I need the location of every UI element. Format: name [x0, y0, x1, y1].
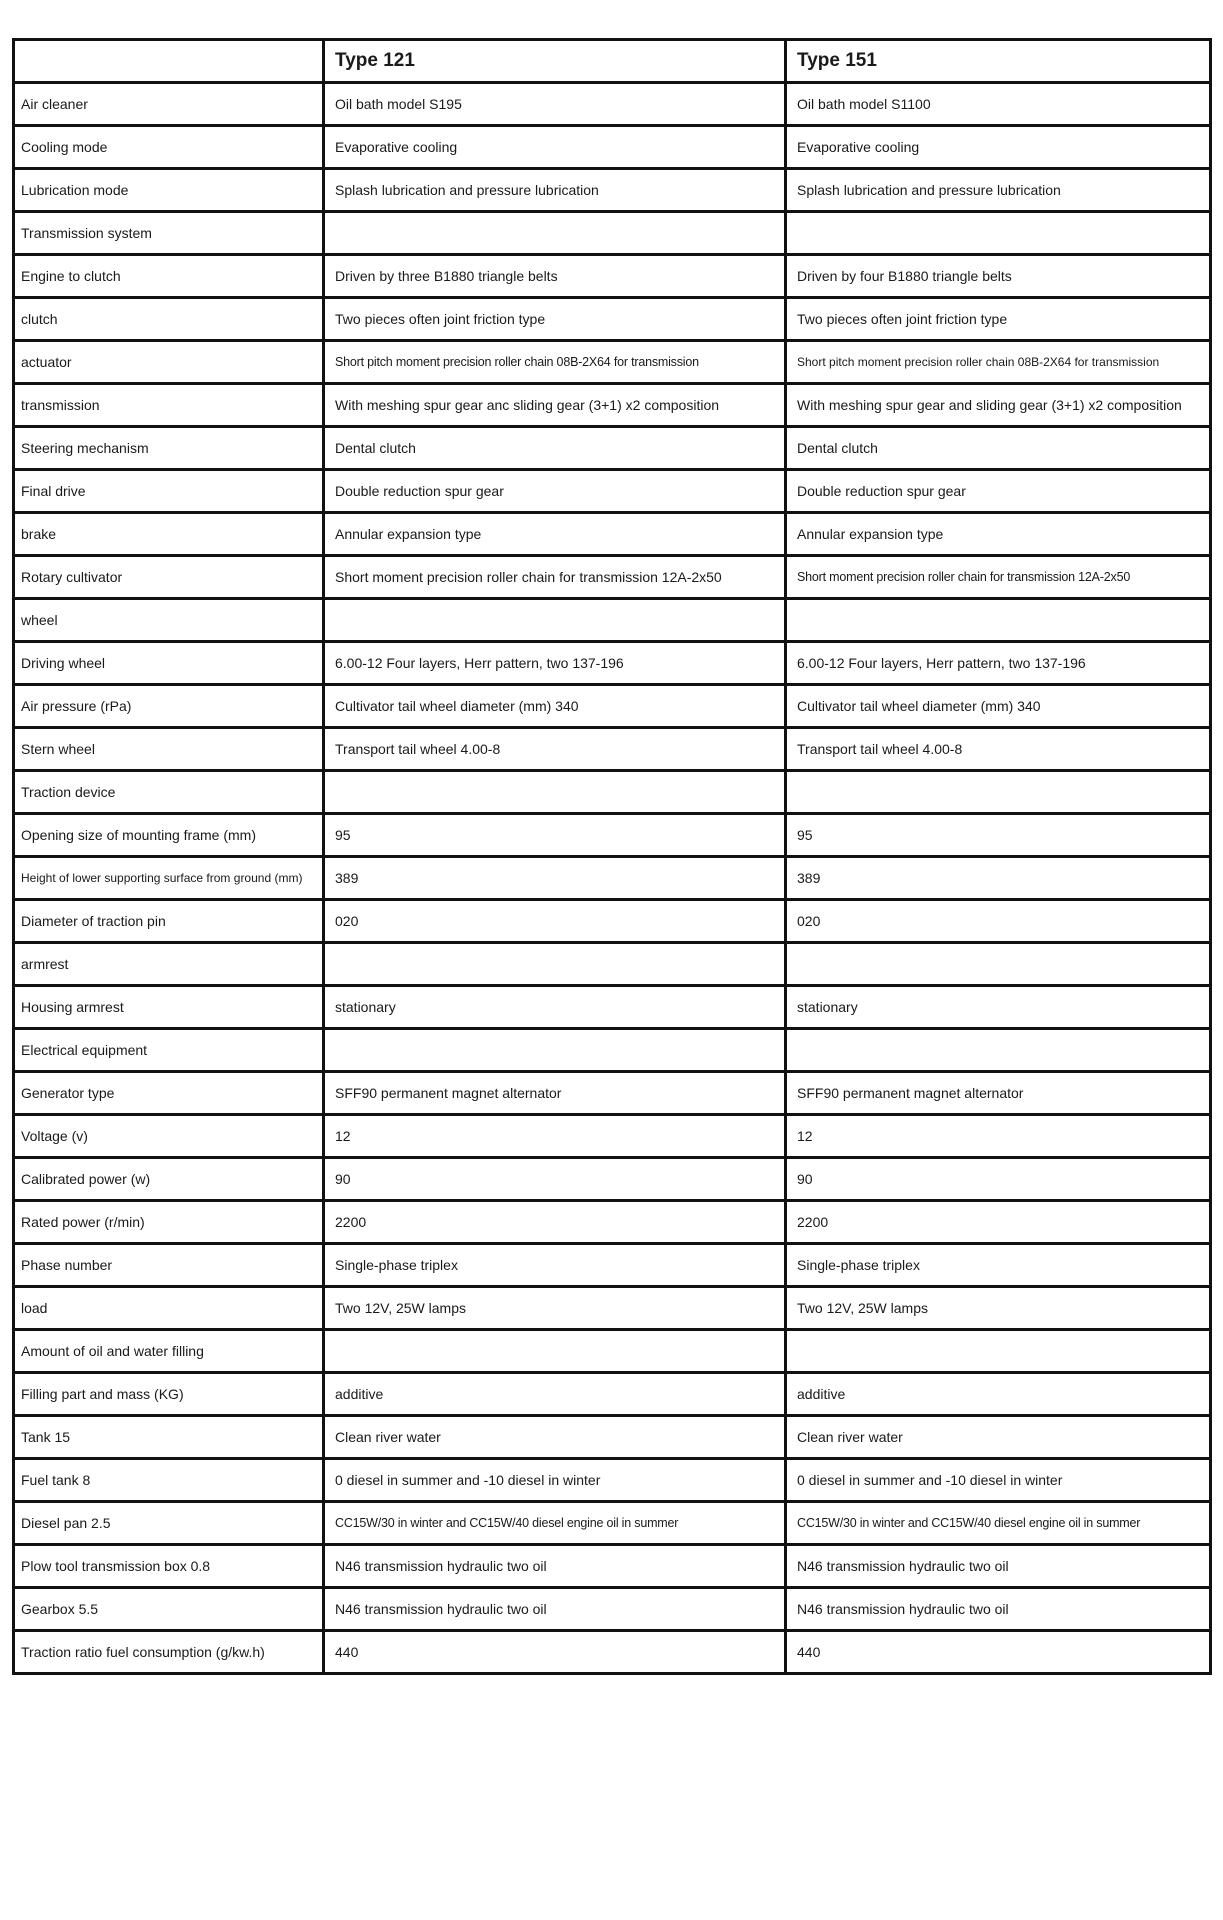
value-type-121: 95	[324, 814, 786, 857]
row-label: Generator type	[14, 1072, 324, 1115]
value-type-121: Short moment precision roller chain for transmission 12A-2x50	[324, 556, 786, 599]
value-type-121: CC15W/30 in winter and CC15W/40 diesel engine oil in summer	[324, 1502, 786, 1545]
value-type-151	[786, 771, 1211, 814]
row-label: Diameter of traction pin	[14, 900, 324, 943]
table-row	[14, 943, 1211, 986]
value-type-121: Oil bath model S195	[324, 83, 786, 126]
value-type-121: 440	[324, 1631, 786, 1674]
table-row	[14, 728, 1211, 771]
row-label: Plow tool transmission box 0.8	[14, 1545, 324, 1588]
row-label: Rotary cultivator	[14, 556, 324, 599]
table-row	[14, 642, 1211, 685]
value-type-121: 389	[324, 857, 786, 900]
value-type-151: N46 transmission hydraulic two oil	[786, 1545, 1211, 1588]
value-type-121: SFF90 permanent magnet alternator	[324, 1072, 786, 1115]
value-type-121: Annular expansion type	[324, 513, 786, 556]
value-type-121: With meshing spur gear anc sliding gear (3+1) x2 composition	[324, 384, 786, 427]
value-type-151: Driven by four B1880 triangle belts	[786, 255, 1211, 298]
table-row	[14, 513, 1211, 556]
row-label: Transmission system	[14, 212, 324, 255]
value-type-121	[324, 771, 786, 814]
table-row	[14, 1545, 1211, 1588]
table-row	[14, 255, 1211, 298]
value-type-151: 020	[786, 900, 1211, 943]
value-type-151: Oil bath model S1100	[786, 83, 1211, 126]
table-row	[14, 212, 1211, 255]
value-type-151: Transport tail wheel 4.00-8	[786, 728, 1211, 771]
value-type-151: Dental clutch	[786, 427, 1211, 470]
value-type-121: Dental clutch	[324, 427, 786, 470]
spec-table-header	[14, 40, 1211, 83]
header-cell-type-151: Type 151	[786, 40, 1211, 83]
table-row	[14, 857, 1211, 900]
value-type-121: Two 12V, 25W lamps	[324, 1287, 786, 1330]
value-type-151: Two pieces often joint friction type	[786, 298, 1211, 341]
table-row	[14, 470, 1211, 513]
value-type-121: Clean river water	[324, 1416, 786, 1459]
value-type-151: CC15W/30 in winter and CC15W/40 diesel engine oil in summer	[786, 1502, 1211, 1545]
table-row	[14, 1158, 1211, 1201]
value-type-121	[324, 1330, 786, 1373]
value-type-151: 389	[786, 857, 1211, 900]
row-label: actuator	[14, 341, 324, 384]
row-label: brake	[14, 513, 324, 556]
row-label: armrest	[14, 943, 324, 986]
spec-table	[12, 38, 1212, 1675]
row-label: Air pressure (rPa)	[14, 685, 324, 728]
row-label: Opening size of mounting frame (mm)	[14, 814, 324, 857]
table-row	[14, 1330, 1211, 1373]
value-type-151	[786, 943, 1211, 986]
value-type-151: 95	[786, 814, 1211, 857]
row-label: Rated power (r/min)	[14, 1201, 324, 1244]
row-label: Air cleaner	[14, 83, 324, 126]
value-type-121: Driven by three B1880 triangle belts	[324, 255, 786, 298]
value-type-121: Splash lubrication and pressure lubrication	[324, 169, 786, 212]
value-type-121	[324, 212, 786, 255]
value-type-151: 12	[786, 1115, 1211, 1158]
table-row	[14, 1502, 1211, 1545]
table-row	[14, 83, 1211, 126]
value-type-121	[324, 943, 786, 986]
row-label: Housing armrest	[14, 986, 324, 1029]
row-label: Fuel tank 8	[14, 1459, 324, 1502]
table-row	[14, 384, 1211, 427]
row-label: Gearbox 5.5	[14, 1588, 324, 1631]
value-type-121: N46 transmission hydraulic two oil	[324, 1588, 786, 1631]
table-row	[14, 556, 1211, 599]
value-type-121: N46 transmission hydraulic two oil	[324, 1545, 786, 1588]
value-type-151: Annular expansion type	[786, 513, 1211, 556]
row-label: Engine to clutch	[14, 255, 324, 298]
value-type-151: 6.00-12 Four layers, Herr pattern, two 137-196	[786, 642, 1211, 685]
value-type-121: Two pieces often joint friction type	[324, 298, 786, 341]
spec-table-body	[14, 83, 1211, 1674]
row-label: wheel	[14, 599, 324, 642]
table-row	[14, 1029, 1211, 1072]
value-type-151: SFF90 permanent magnet alternator	[786, 1072, 1211, 1115]
value-type-121: 020	[324, 900, 786, 943]
row-label: Cooling mode	[14, 126, 324, 169]
value-type-121: Cultivator tail wheel diameter (mm) 340	[324, 685, 786, 728]
table-row	[14, 1244, 1211, 1287]
value-type-121: Double reduction spur gear	[324, 470, 786, 513]
value-type-151: With meshing spur gear and sliding gear (3+1) x2 composition	[786, 384, 1211, 427]
value-type-121	[324, 599, 786, 642]
row-label: Height of lower supporting surface from ground (mm)	[14, 857, 324, 900]
row-label: Diesel pan 2.5	[14, 1502, 324, 1545]
value-type-121: Short pitch moment precision roller chain 08B-2X64 for transmission	[324, 341, 786, 384]
value-type-151: Splash lubrication and pressure lubrication	[786, 169, 1211, 212]
value-type-121: 0 diesel in summer and -10 diesel in winter	[324, 1459, 786, 1502]
table-row	[14, 1287, 1211, 1330]
value-type-151: Short pitch moment precision roller chain 08B-2X64 for transmission	[786, 341, 1211, 384]
row-label: Traction ratio fuel consumption (g/kw.h)	[14, 1631, 324, 1674]
row-label: Traction device	[14, 771, 324, 814]
value-type-151: additive	[786, 1373, 1211, 1416]
table-row	[14, 1072, 1211, 1115]
table-row	[14, 341, 1211, 384]
row-label: Voltage (v)	[14, 1115, 324, 1158]
table-row	[14, 427, 1211, 470]
row-label: transmission	[14, 384, 324, 427]
value-type-151: stationary	[786, 986, 1211, 1029]
row-label: Steering mechanism	[14, 427, 324, 470]
spec-sheet	[12, 38, 1209, 1675]
table-row	[14, 814, 1211, 857]
row-label: Tank 15	[14, 1416, 324, 1459]
value-type-121: additive	[324, 1373, 786, 1416]
row-label: Lubrication mode	[14, 169, 324, 212]
row-label: Electrical equipment	[14, 1029, 324, 1072]
table-row	[14, 771, 1211, 814]
row-label: load	[14, 1287, 324, 1330]
row-label: Phase number	[14, 1244, 324, 1287]
value-type-151: N46 transmission hydraulic two oil	[786, 1588, 1211, 1631]
value-type-151	[786, 1330, 1211, 1373]
row-label: Amount of oil and water filling	[14, 1330, 324, 1373]
row-label: Filling part and mass (KG)	[14, 1373, 324, 1416]
value-type-151: Double reduction spur gear	[786, 470, 1211, 513]
table-row	[14, 1459, 1211, 1502]
value-type-121: stationary	[324, 986, 786, 1029]
table-row	[14, 986, 1211, 1029]
table-row	[14, 1115, 1211, 1158]
value-type-121: 90	[324, 1158, 786, 1201]
header-cell-blank	[14, 40, 324, 83]
table-row	[14, 1631, 1211, 1674]
value-type-151: Evaporative cooling	[786, 126, 1211, 169]
row-label: Calibrated power (w)	[14, 1158, 324, 1201]
value-type-121: Transport tail wheel 4.00-8	[324, 728, 786, 771]
table-row	[14, 169, 1211, 212]
value-type-151	[786, 212, 1211, 255]
header-row	[14, 40, 1211, 83]
table-row	[14, 599, 1211, 642]
value-type-151: Single-phase triplex	[786, 1244, 1211, 1287]
row-label: Stern wheel	[14, 728, 324, 771]
table-row	[14, 1588, 1211, 1631]
value-type-151: Cultivator tail wheel diameter (mm) 340	[786, 685, 1211, 728]
table-row	[14, 1201, 1211, 1244]
value-type-121: 2200	[324, 1201, 786, 1244]
value-type-151: 90	[786, 1158, 1211, 1201]
value-type-151: 2200	[786, 1201, 1211, 1244]
table-row	[14, 1416, 1211, 1459]
table-row	[14, 298, 1211, 341]
table-row	[14, 126, 1211, 169]
value-type-151: Short moment precision roller chain for transmission 12A-2x50	[786, 556, 1211, 599]
value-type-151: 0 diesel in summer and -10 diesel in winter	[786, 1459, 1211, 1502]
row-label: clutch	[14, 298, 324, 341]
table-row	[14, 900, 1211, 943]
value-type-121	[324, 1029, 786, 1072]
value-type-151: 440	[786, 1631, 1211, 1674]
row-label: Driving wheel	[14, 642, 324, 685]
value-type-151: Clean river water	[786, 1416, 1211, 1459]
value-type-151: Two 12V, 25W lamps	[786, 1287, 1211, 1330]
header-cell-type-121: Type 121	[324, 40, 786, 83]
value-type-151	[786, 1029, 1211, 1072]
row-label: Final drive	[14, 470, 324, 513]
value-type-121: Single-phase triplex	[324, 1244, 786, 1287]
table-row	[14, 685, 1211, 728]
value-type-121: Evaporative cooling	[324, 126, 786, 169]
value-type-121: 12	[324, 1115, 786, 1158]
value-type-121: 6.00-12 Four layers, Herr pattern, two 137-196	[324, 642, 786, 685]
value-type-151	[786, 599, 1211, 642]
table-row	[14, 1373, 1211, 1416]
